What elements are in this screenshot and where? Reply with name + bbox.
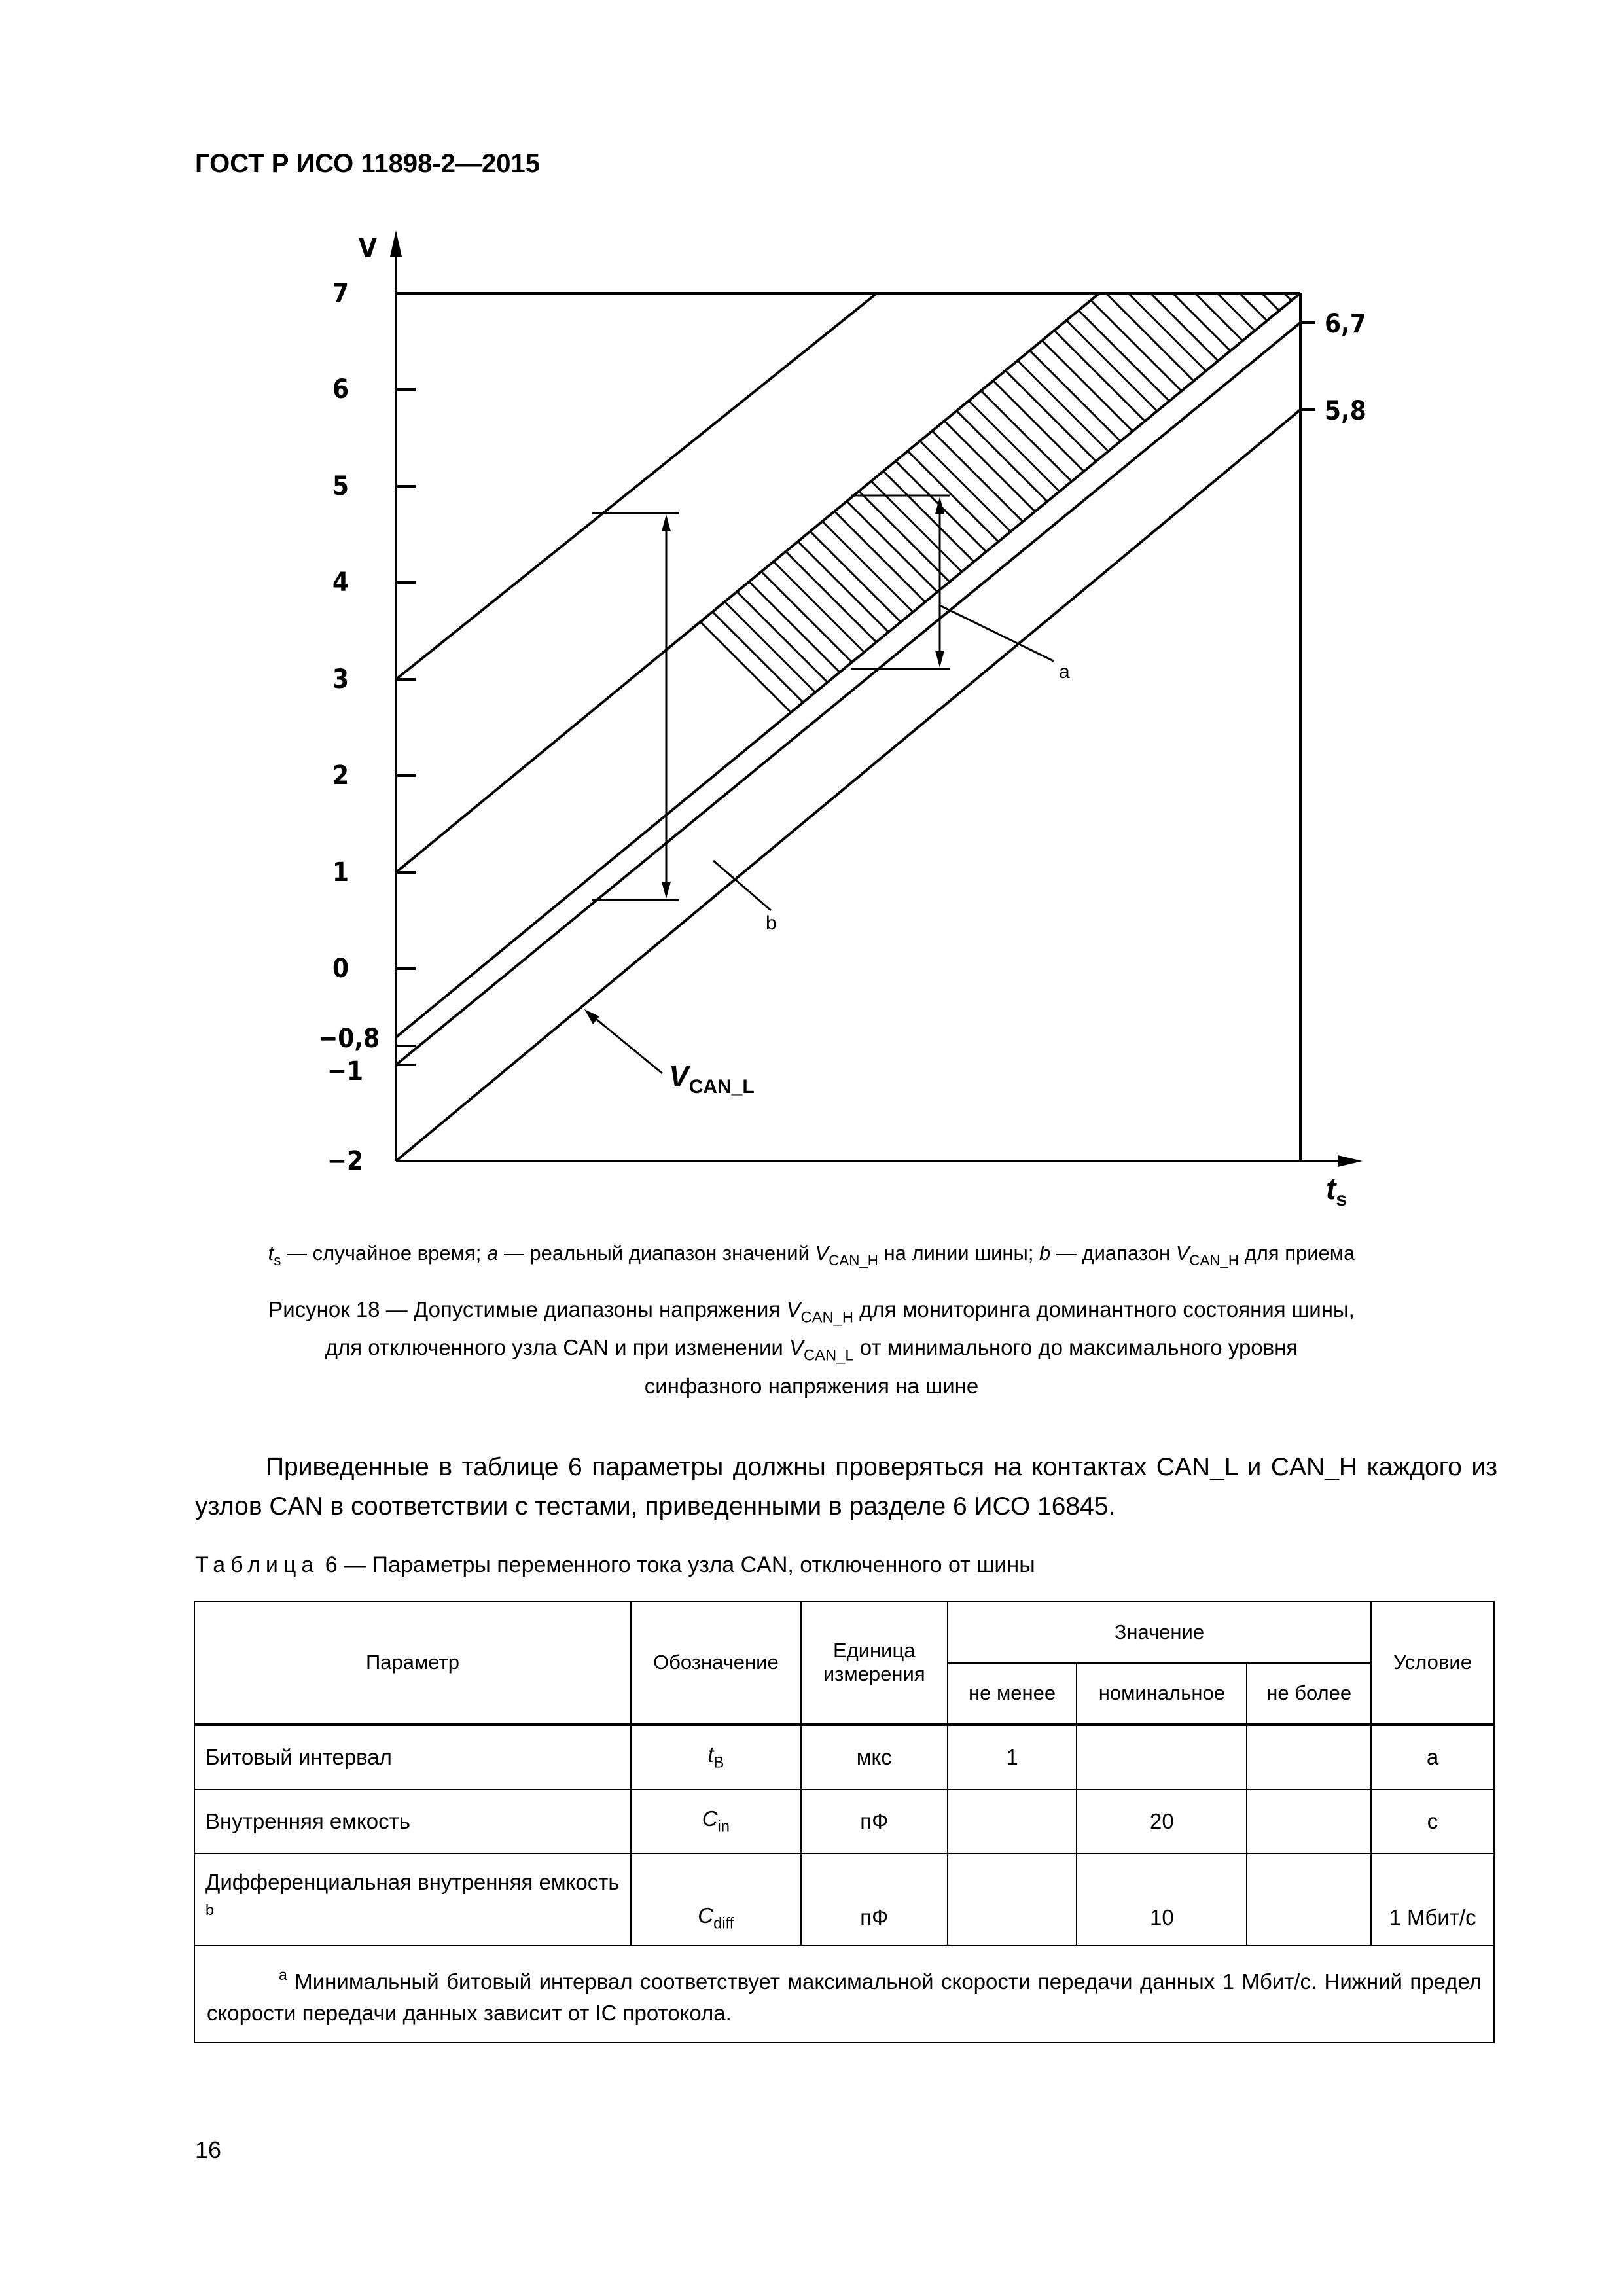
y-tick-label: −0,8: [318, 1024, 380, 1054]
right-label-58: 5,8: [1325, 396, 1366, 426]
hatch-line: [366, 288, 1152, 1073]
right-label-67: 6,7: [1325, 309, 1366, 339]
hatch-line: [700, 288, 1486, 1073]
hatch-line: [901, 288, 1623, 1073]
upper-limit-line: [396, 293, 877, 679]
cell-symbol: $C_{diff}$: [631, 1854, 801, 1945]
hatch-line: [856, 288, 1623, 1073]
cell-param: Внутренняя емкость: [194, 1789, 631, 1854]
hatch-line: [478, 288, 1263, 1073]
table-footnote: $^a$ Минимальный битовый интервал соответствует максимальной скорости передачи данных 1 Мбит/с. Нижний предел скорости передачи данных зависит от IC протокола.: [194, 1945, 1494, 2043]
header-param: Параметр: [194, 1602, 631, 1725]
marker-b: b: [766, 912, 777, 934]
cell-cond: c: [1371, 1789, 1494, 1854]
y-tick-label: 1: [332, 857, 349, 888]
header-value: Значение: [948, 1602, 1371, 1663]
cell-symbol: $t_B$: [631, 1725, 801, 1790]
y-tick-label: 5: [332, 471, 349, 501]
hatch-line: [1346, 288, 1623, 1073]
cell-min: [948, 1789, 1077, 1854]
table-row: [194, 1854, 1494, 1945]
header-min: не менее: [948, 1663, 1077, 1725]
hatch-line: [923, 288, 1623, 1073]
hatch-line: [834, 288, 1619, 1073]
table-caption: Таблица 6 — Параметры переменного тока узла CAN, отключенного от шины: [195, 1552, 1035, 1577]
hatch-line: [589, 288, 1374, 1073]
hatch-line: [455, 288, 1241, 1073]
figure-caption: Рисунок 18 — Допустимые диапазоны напряжения $V_{CAN\_H}$ для мониторинга доминантного состояния шины, для отключенного узла CAN и при изменении $V_{CAN\_L}$ от минимального до максимального уровня синфазного напряжения на шине: [268, 1297, 1355, 1398]
header-symbol: Обозначение: [631, 1602, 801, 1725]
hatch-line: [522, 288, 1308, 1073]
y-tick-label: 7: [332, 278, 349, 308]
cell-max: [1247, 1789, 1371, 1854]
y-tick-label: 6: [332, 374, 349, 404]
hatch-line: [1190, 288, 1623, 1073]
hatched-band: [366, 288, 1623, 1073]
hatch-line: [789, 288, 1575, 1073]
y-ticks: [396, 293, 416, 1065]
hatch-upper-edge: [396, 293, 1099, 872]
cell-max: [1247, 1725, 1371, 1790]
hatch-line: [389, 288, 1174, 1073]
hatch-line: [1145, 288, 1623, 1073]
cell-unit: пФ: [801, 1854, 948, 1945]
cell-symbol: $C_{in}$: [631, 1789, 801, 1854]
hatch-line: [1212, 288, 1623, 1073]
cell-cond: a: [1371, 1725, 1494, 1790]
y-tick-label: 0: [332, 954, 349, 984]
y-tick-label: 4: [332, 567, 349, 598]
figure-legend: $t_s$ — случайное время; a — реальный диапазон значений $V_{CAN\_H}$ на линии шины; b — диапазон $V_{CAN\_H}$ для приема: [268, 1242, 1355, 1268]
vcan-l-line: [396, 410, 1300, 1161]
cell-param: Дифференциальная внутренняя емкость $^b$: [194, 1854, 631, 1945]
header-max: не более: [1247, 1663, 1371, 1725]
plot-frame: [396, 237, 1356, 1161]
y-axis-label: V: [359, 234, 377, 264]
cell-nom: 20: [1077, 1789, 1247, 1854]
y-tick-labels: [318, 278, 380, 1176]
parameters-table: [194, 1601, 1495, 2043]
hatch-line: [878, 288, 1623, 1073]
body-paragraph: Приведенные в таблице 6 параметры должны проверяться на контактах CAN_L и CAN_H каждого из узлов CAN в соответствии с тестами, приведенными в разделе 6 ИСО 16845.: [195, 1453, 1497, 1520]
cell-min: [948, 1854, 1077, 1945]
cell-cond: 1 Мбит/с: [1371, 1854, 1494, 1945]
x-axis-arrow: [1338, 1155, 1363, 1167]
hatch-line: [544, 288, 1330, 1073]
hatch-line: [1323, 288, 1623, 1073]
y-axis-arrow: [390, 230, 402, 257]
x-axis-label: $t_s$: [1326, 1172, 1347, 1210]
cell-max: [1247, 1854, 1371, 1945]
dimension-b: [592, 513, 771, 910]
vcan-l-pointer: [584, 1009, 662, 1073]
receive-range-line: [396, 323, 1300, 1065]
cell-nom: [1077, 1725, 1247, 1790]
y-tick-label: 3: [332, 664, 349, 694]
table-row: [194, 1725, 1494, 1790]
page-number: 16: [195, 2136, 222, 2163]
cell-nom: 10: [1077, 1854, 1247, 1945]
hatch-lower-edge: [396, 293, 1300, 1037]
hatch-line: [611, 288, 1397, 1073]
hatch-line: [1012, 288, 1623, 1073]
hatch-line: [1257, 288, 1623, 1073]
header-condition: Условие: [1371, 1602, 1494, 1725]
hatch-line: [767, 288, 1552, 1073]
hatch-line: [945, 288, 1623, 1073]
hatch-line: [1368, 288, 1623, 1073]
y-tick-label: −2: [327, 1146, 363, 1176]
header-unit: Единица измерения: [801, 1602, 948, 1725]
hatch-line: [567, 288, 1352, 1073]
marker-a: a: [1059, 661, 1070, 683]
document-header: ГОСТ Р ИСО 11898-2—2015: [195, 149, 540, 178]
hatch-line: [812, 288, 1597, 1073]
y-tick-label: −1: [327, 1056, 363, 1086]
hatch-line: [1234, 288, 1623, 1073]
hatch-line: [433, 288, 1219, 1073]
cell-min: 1: [948, 1725, 1077, 1790]
cell-unit: мкс: [801, 1725, 948, 1790]
y-tick-label: 2: [332, 761, 349, 791]
header-nom: номинальное: [1077, 1663, 1247, 1725]
hatch-line: [656, 288, 1441, 1073]
hatch-line: [500, 288, 1285, 1073]
vcan-l-label: $V_{CAN\_L}$: [669, 1059, 755, 1098]
table-row: [194, 1789, 1494, 1854]
table-note-row: [194, 1945, 1494, 2043]
hatch-line: [1168, 288, 1623, 1073]
cell-unit: пФ: [801, 1789, 948, 1854]
hatch-line: [722, 288, 1508, 1073]
cell-param: Битовый интервал: [194, 1725, 631, 1790]
